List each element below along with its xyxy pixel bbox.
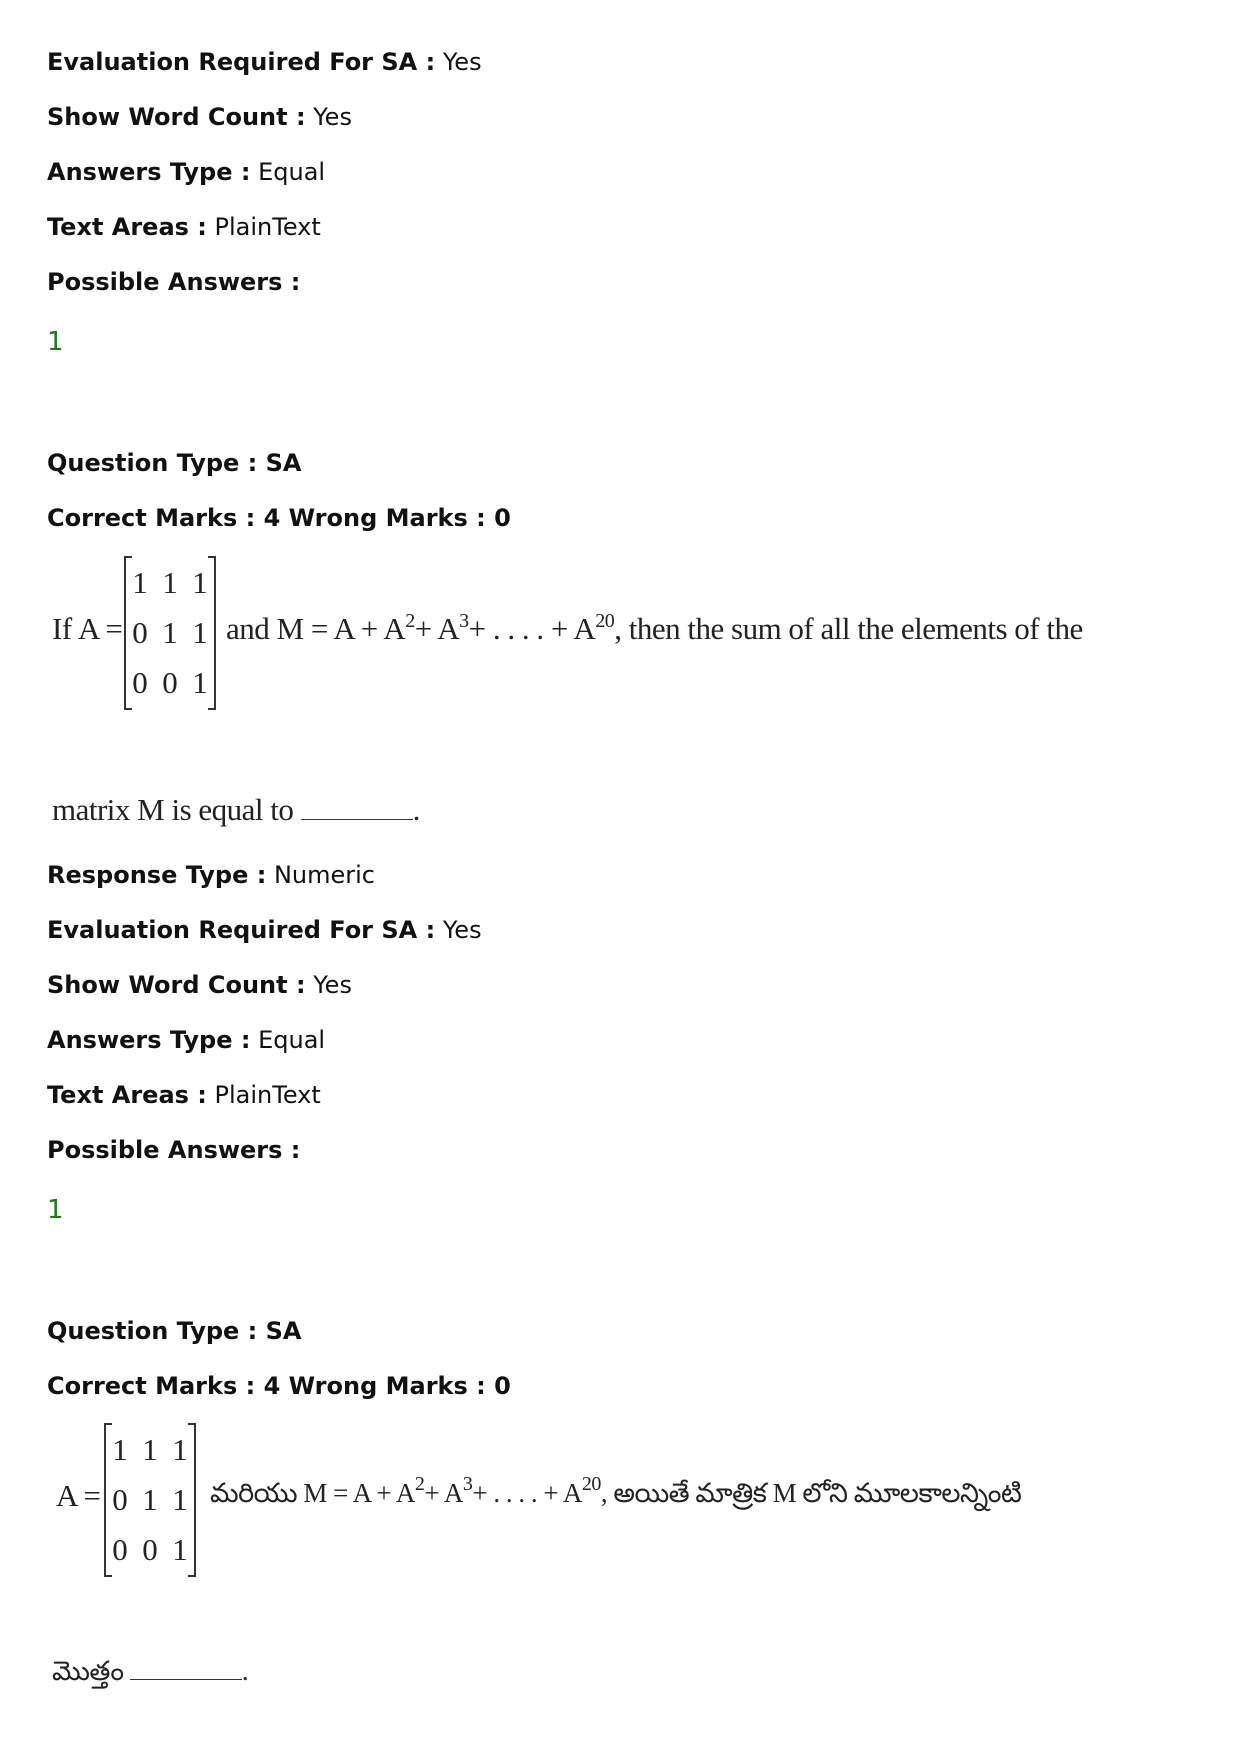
field-label: Answers Type : [47,158,251,186]
matrix-row [104,1425,196,1475]
matrix-row [104,1475,196,1525]
exponent: 3 [462,1473,473,1495]
matrix-cell: 0 [142,1532,158,1567]
question-expression [226,611,1083,647]
matrix-cell: 0 [132,665,148,700]
field-value: PlainText [214,1081,321,1109]
field-value: Yes [313,971,352,999]
expr-part: మరియు M = A + A [210,1478,415,1508]
answer-blank [130,1659,242,1680]
possible-answer-value: 1 [47,1195,64,1225]
question-line2 [52,792,420,828]
line2-text: మొత్తం [52,1656,124,1686]
field-label: Show Word Count : [47,971,306,999]
line2-end: . [412,792,420,827]
matrix-cell: 1 [172,1532,188,1567]
field-label: Evaluation Required For SA : [47,916,436,944]
answers-type-field [47,1024,325,1056]
text-areas-field [47,1079,321,1111]
question-marks: Correct Marks : 4 Wrong Marks : 0 [47,504,511,532]
show-word-count-field [47,101,352,133]
expr-part: , then the sum of all the elements of the [614,611,1083,646]
field-value: PlainText [214,213,321,241]
exponent: 20 [581,1473,601,1495]
matrix-label: A = [78,611,123,646]
matrix-cell: 0 [112,1532,128,1567]
question-type: Question Type : SA [47,449,302,477]
field-label: Show Word Count : [47,103,306,131]
matrix-cell: 1 [132,565,148,600]
show-word-count-field [47,969,352,1001]
matrix-cell: 1 [162,565,178,600]
exponent: 3 [459,610,469,632]
field-value: Yes [313,103,352,131]
question-if: If [52,611,72,646]
matrix-cell: 1 [192,665,208,700]
possible-answers-field [47,266,300,298]
matrix-cell: 1 [172,1482,188,1517]
matrix-cell: 1 [172,1432,188,1467]
response-type-field [47,859,375,891]
field-label: Response Type : [47,861,267,889]
evaluation-required-field [47,46,482,78]
expr-part: + . . . . + A [472,1478,582,1508]
field-value: Yes [442,48,482,76]
line2-end: . [241,1656,249,1686]
matrix-row [104,1525,196,1575]
field-value: Equal [258,158,326,186]
matrix-a [104,1423,196,1577]
matrix-row [124,558,216,608]
evaluation-required-field [47,914,482,946]
question-expression [210,1473,1022,1516]
matrix-cell: 1 [112,1432,128,1467]
field-label: Possible Answers : [47,268,301,296]
expr-part: and M = A + A [226,611,406,646]
text-areas-field [47,211,321,243]
matrix-row [124,608,216,658]
line2-text: matrix M is equal to [52,792,294,827]
matrix-cell: 1 [142,1482,158,1517]
field-label: Possible Answers : [47,1136,301,1164]
matrix-cell: 1 [162,615,178,650]
question-type: Question Type : SA [47,1317,302,1345]
exponent: 20 [595,610,615,632]
matrix-cell: 1 [192,615,208,650]
field-label: Text Areas : [47,1081,207,1109]
matrix-row [124,658,216,708]
answers-type-field [47,156,325,188]
field-label: Answers Type : [47,1026,251,1054]
matrix-cell: 1 [142,1432,158,1467]
possible-answer-value: 1 [47,327,64,357]
field-value: Equal [258,1026,326,1054]
expr-part: , అయితే మాత్రిక M లోని మూలకాలన్నింటి [600,1478,1022,1508]
matrix-cell: 1 [192,565,208,600]
exponent: 2 [414,1473,425,1495]
field-value: Numeric [273,861,375,889]
exponent: 2 [405,610,415,632]
expr-part: + A [414,611,460,646]
answer-blank [301,799,413,820]
expr-part: + . . . . + A [468,611,596,646]
field-label: Text Areas : [47,213,207,241]
expr-part: + A [424,1478,463,1508]
field-label: Evaluation Required For SA : [47,48,436,76]
field-value: Yes [442,916,482,944]
possible-answers-field [47,1134,300,1166]
matrix-cell: 0 [162,665,178,700]
question-marks: Correct Marks : 4 Wrong Marks : 0 [47,1372,511,1400]
matrix-label: A = [56,1478,101,1513]
matrix-cell: 0 [112,1482,128,1517]
matrix-cell: 0 [132,615,148,650]
matrix-a [124,556,216,710]
question-line2 [52,1656,248,1694]
